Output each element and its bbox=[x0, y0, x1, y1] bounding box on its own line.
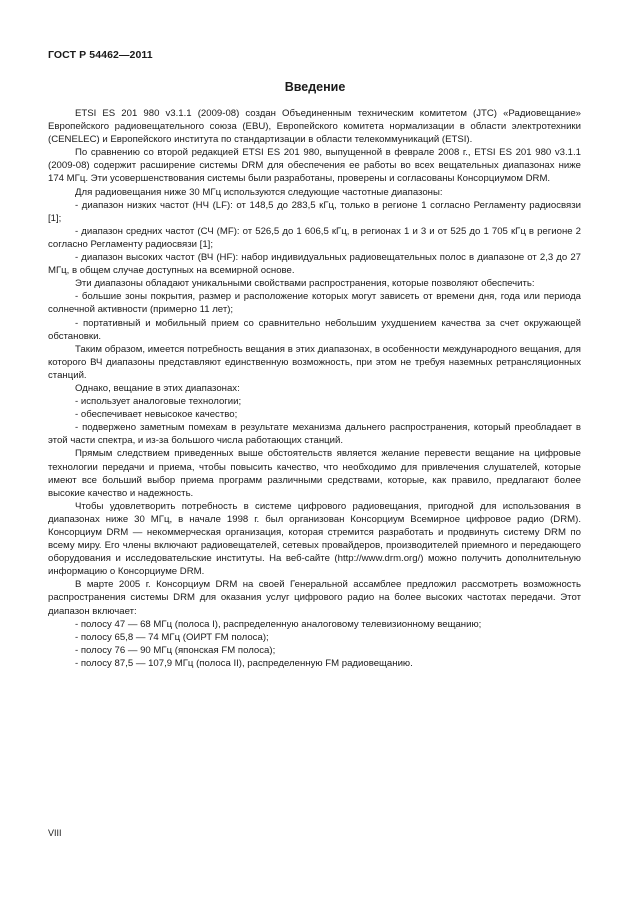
list-item: - полосу 87,5 — 107,9 МГц (полоса II), распределенную FM радиовещанию. bbox=[75, 657, 413, 669]
list-item: - диапазон средних частот (СЧ (MF): от 526,5 до 1 606,5 кГц, в регионах 1 и 3 и от 525 до 1 705 кГц в регионе 2 согласно Регламенту радиосвязи [1]; bbox=[48, 225, 581, 250]
paragraph: Эти диапазоны обладают уникальными свойствами распространения, которые позволяют обеспечить: bbox=[75, 278, 535, 290]
page-number: VIII bbox=[48, 828, 62, 838]
paragraph: Чтобы удовлетворить потребность в системе цифрового радиовещания, пригодной для использования в диапазонах ниже 30 МГц, в начале 1998 г. был организован Консорциум Всемирное цифровое радио (DRM). Консорциум DRM — некоммерческая организация, которая стремится разработать и продвинуть систему DRM по всему миру. Его члены включают радиовещателей, сетевых провайдеров, производителей приемного и передающего оборудования и исследовательские институты. На веб-сайте (http://www.drm.org/) можно получить дополнительную информацию о Консорциуме DRM. bbox=[48, 500, 581, 578]
list-item: - использует аналоговые технологии; bbox=[75, 396, 242, 408]
paragraph: ETSI ES 201 980 v3.1.1 (2009-08) создан Объединенным техническим комитетом (JTC) «Радиовещание» Европейского радиовещательного союза (EBU), Европейского комитета нормализации в области электротехники (CENELEC) и Европейского института по стандартизации в области телекоммуникаций (ETSI). bbox=[48, 108, 581, 146]
paragraph: Для радиовещания ниже 30 МГц используются следующие частотные диапазоны: bbox=[75, 186, 443, 198]
list-item: - полосу 47 — 68 МГц (полоса I), распределенную аналоговому телевизионному вещанию; bbox=[75, 618, 482, 630]
paragraph: Таким образом, имеется потребность вещания в этих диапазонах, в особенности международного вещания, для которого ВЧ диапазоны представляют единственную возможность, при этом не требуя наземных ретрансляционных станций. bbox=[48, 343, 581, 381]
paragraph: Прямым следствием приведенных выше обстоятельств является желание перевести вещание на цифровые технологии передачи и приема, чтобы повысить качество, что необходимо для привлечения слушателей, которые имеют все больший выбор приема программ различными средствами, которые, как правило, предлагают более высокие качество и надежность. bbox=[48, 448, 581, 499]
paragraph: В марте 2005 г. Консорциум DRM на своей Генеральной ассамблее предложил рассмотреть возможность распространения системы DRM для оказания услуг цифрового радио на более высоких частотах передачи. Этот диапазон включает: bbox=[48, 579, 581, 617]
paragraph: По сравнению со второй редакцией ETSI ES 201 980, выпущенной в феврале 2008 г., ETSI ES 201 980 v3.1.1 (2009-08) содержит расширение системы DRM для обеспечения ее работы во всех вещательных диапазонах ниже 174 МГц. Эти усовершенствования системы были разработаны, проверены и согласованы Консорциумом DRM. bbox=[48, 147, 581, 185]
paragraph: Однако, вещание в этих диапазонах: bbox=[75, 382, 240, 394]
list-item: - обеспечивает невысокое качество; bbox=[75, 409, 238, 421]
list-item: - большие зоны покрытия, размер и расположение которых могут зависеть от времени дня, года или периода солнечной активности (примерно 11 лет); bbox=[48, 291, 581, 316]
list-item: - диапазон высоких частот (ВЧ (HF): набор индивидуальных радиовещательных полос в диапазоне от 2,3 до 27 МГц, в общем случае доступных на всемирной основе. bbox=[48, 252, 581, 277]
list-item: - полосу 65,8 — 74 МГц (ОИРТ FM полоса); bbox=[75, 631, 269, 643]
list-item: - диапазон низких частот (НЧ (LF): от 148,5 до 283,5 кГц, только в регионе 1 согласно Регламенту радиосвязи [1]; bbox=[48, 199, 581, 224]
list-item: - полосу 76 — 90 МГц (японская FM полоса); bbox=[75, 644, 276, 656]
body-text bbox=[48, 107, 581, 670]
list-item: - портативный и мобильный прием со сравнительно небольшим ухудшением качества за счет окружающей обстановки. bbox=[48, 317, 581, 342]
document-code: ГОСТ Р 54462—2011 bbox=[48, 49, 153, 61]
list-item: - подвержено заметным помехам в результате механизма дальнего распространения, который преобладает в этой части спектра, и из-за большого числа работающих станций. bbox=[48, 422, 581, 447]
section-title: Введение bbox=[284, 80, 346, 94]
